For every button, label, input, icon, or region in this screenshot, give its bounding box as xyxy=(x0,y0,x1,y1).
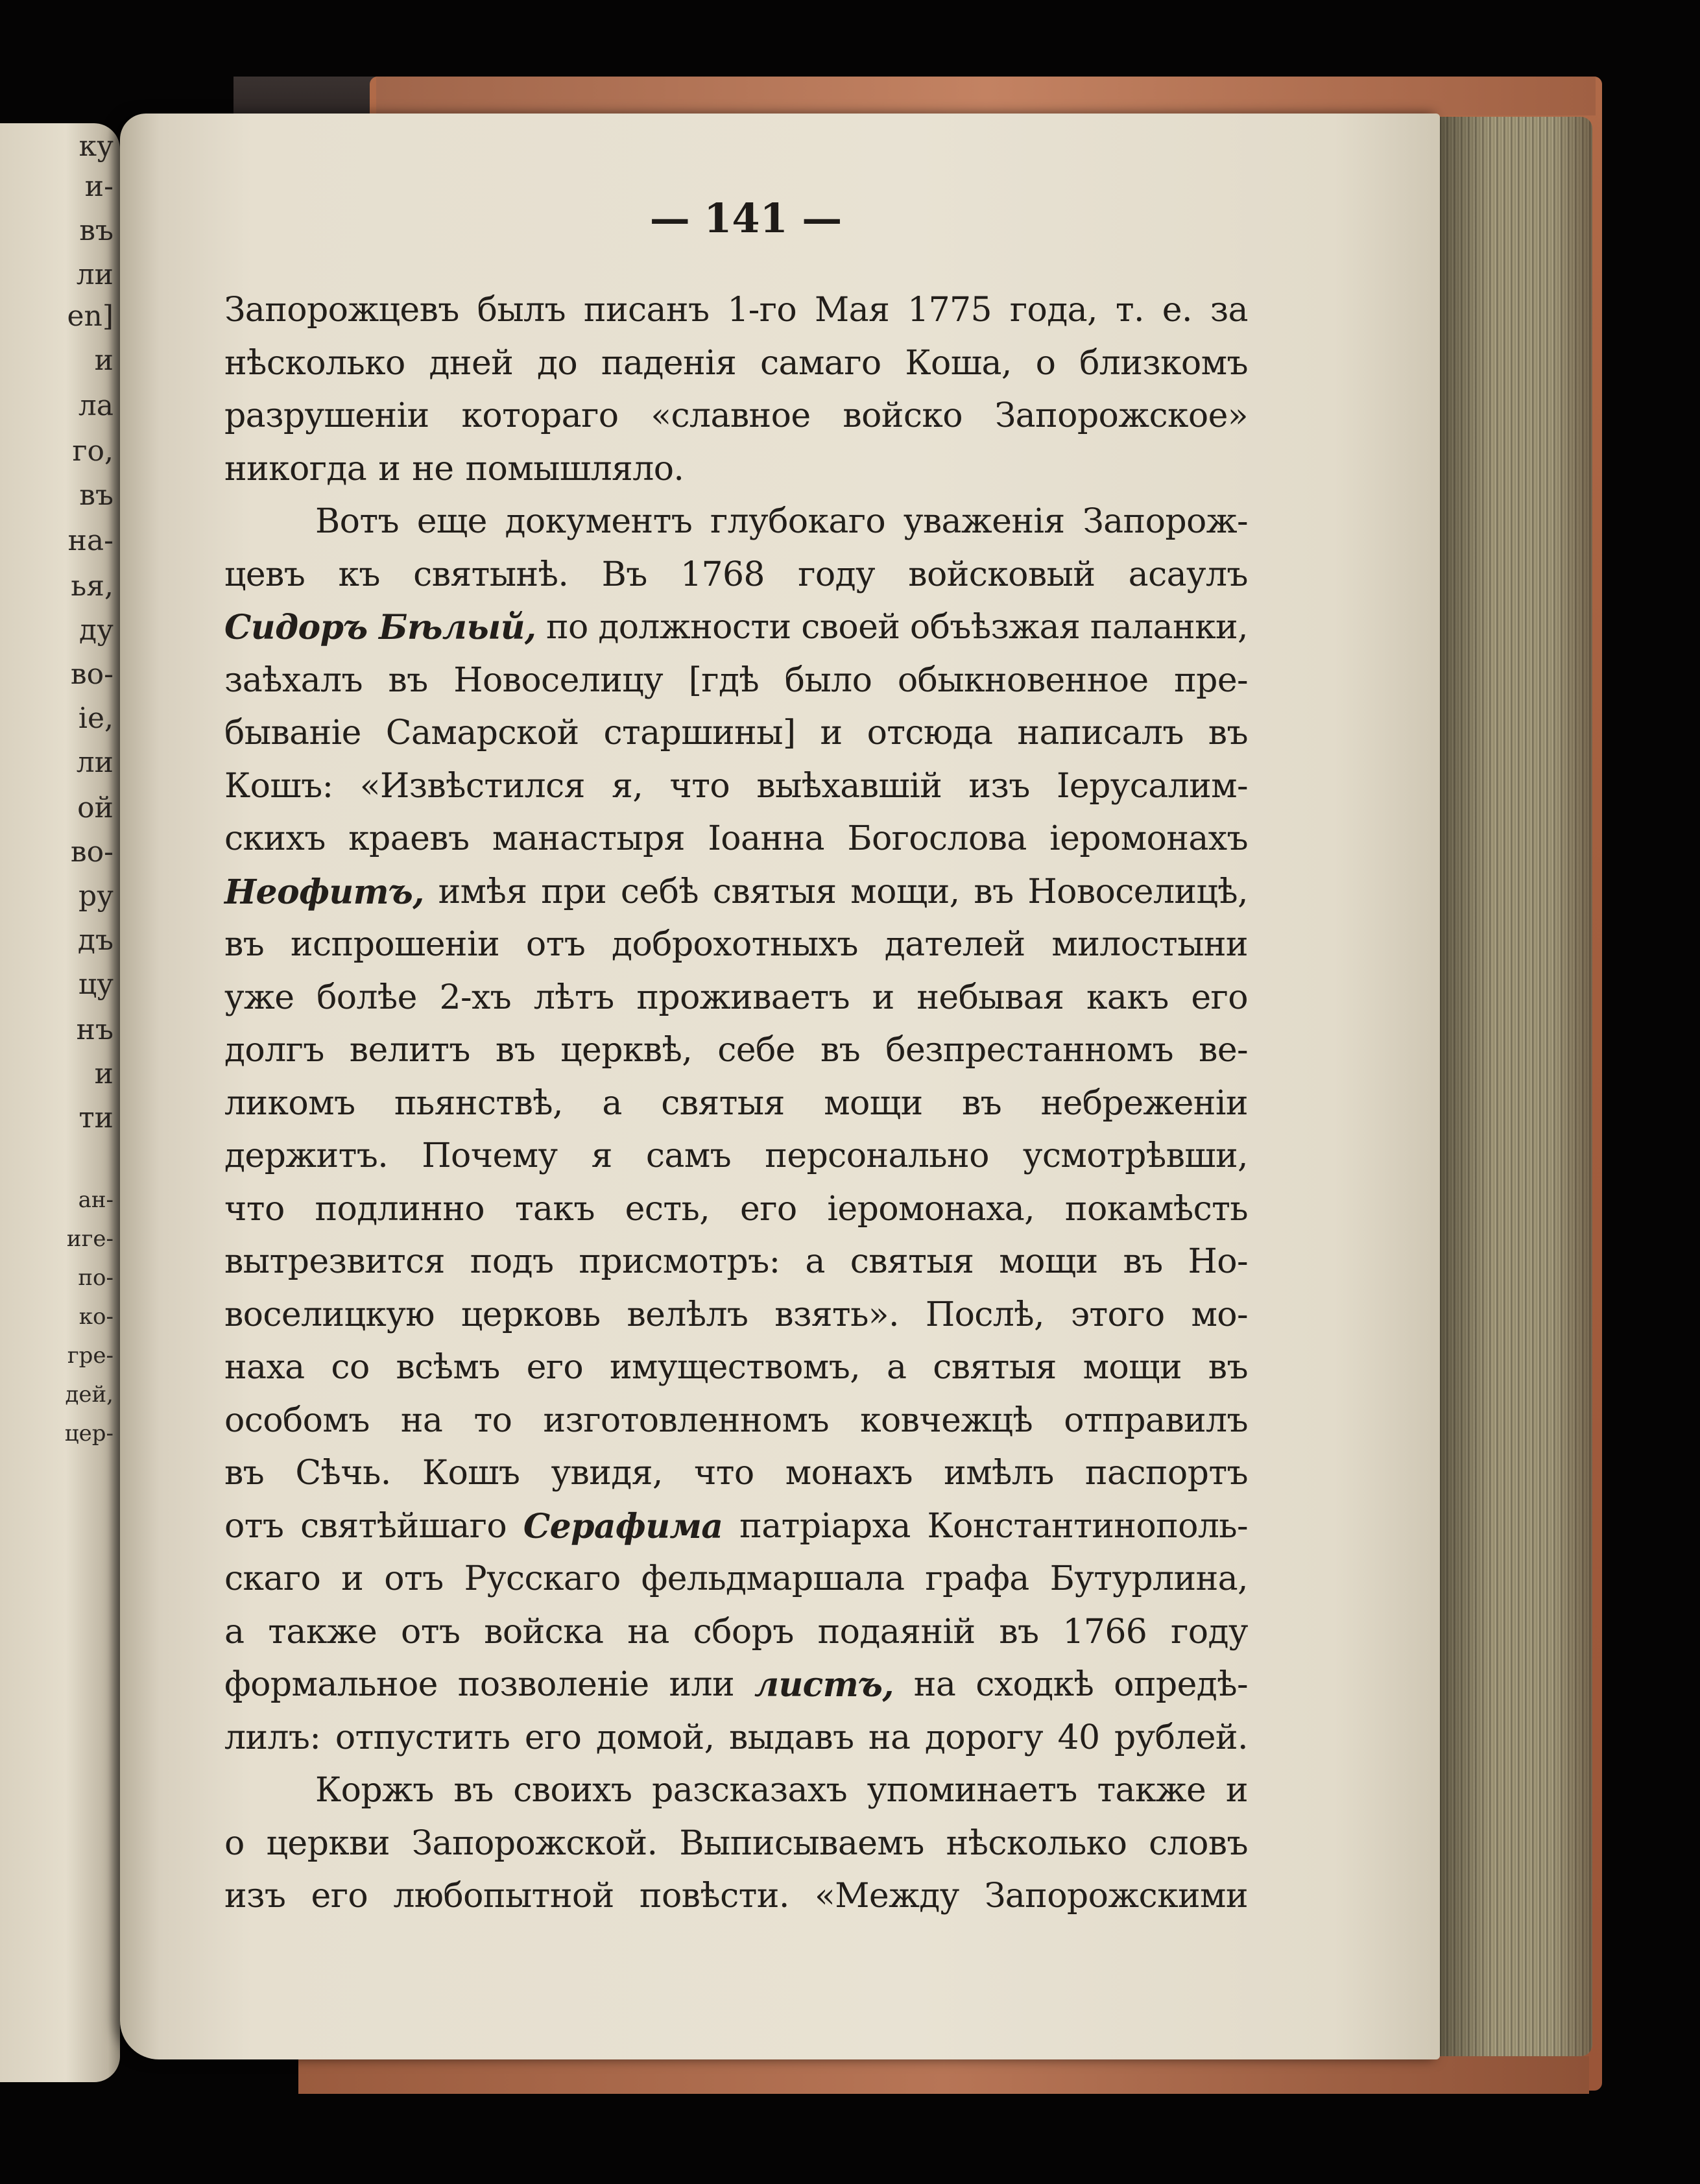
word: долгъ xyxy=(224,1031,324,1070)
text-line xyxy=(224,1712,1248,1765)
word: еще xyxy=(416,502,487,541)
word: отъ xyxy=(384,1559,444,1598)
word: святыя xyxy=(850,1242,974,1281)
left-page-fragment: дей, xyxy=(65,1382,114,1408)
text-line xyxy=(224,1024,1248,1077)
left-page-fragment: на- xyxy=(67,524,114,557)
text-line xyxy=(224,707,1248,760)
word: велитъ xyxy=(349,1031,470,1070)
word: [гдѣ xyxy=(688,660,760,700)
word: 1775 xyxy=(907,291,992,330)
word: мощи xyxy=(824,1083,923,1123)
word: должности xyxy=(598,608,791,647)
word: испрошеніи xyxy=(290,925,500,964)
left-page-fragment: ко- xyxy=(78,1304,114,1330)
word: изъ xyxy=(224,1877,286,1915)
word: своихъ xyxy=(513,1771,632,1810)
word: церкви xyxy=(266,1823,390,1863)
word: со xyxy=(331,1348,370,1387)
text-line xyxy=(224,1764,1248,1818)
word: старшины] xyxy=(603,714,796,752)
word: войска xyxy=(484,1612,604,1651)
left-page-fragment: по- xyxy=(78,1265,114,1291)
word: ликомъ xyxy=(224,1083,355,1123)
word: изъ xyxy=(968,766,1030,806)
word: котораго xyxy=(461,396,619,435)
word: Запорожское» xyxy=(994,396,1248,435)
word: покамѣсть xyxy=(1064,1189,1248,1229)
word: я, xyxy=(612,766,643,806)
word: Новоселицу xyxy=(453,660,664,700)
word: самаго xyxy=(760,343,881,383)
word: на xyxy=(913,1665,956,1704)
word: отсюда xyxy=(867,714,993,752)
word: въ xyxy=(388,660,428,700)
word: мо- xyxy=(1191,1295,1248,1334)
word: помышляло. xyxy=(465,449,684,488)
left-page-fragment: ли xyxy=(76,746,114,779)
left-page-fragment: во- xyxy=(70,658,114,691)
word: святынѣ. xyxy=(413,555,569,594)
left-page-fragment: цу xyxy=(78,968,114,1001)
word: сборъ xyxy=(693,1612,794,1651)
word: отъ xyxy=(525,925,586,964)
word: 2-хъ xyxy=(439,978,512,1017)
word: мощи xyxy=(999,1242,1098,1281)
text-line xyxy=(224,390,1248,443)
word: выѣхавшій xyxy=(756,766,942,806)
word: документъ xyxy=(505,502,693,541)
word: на xyxy=(627,1612,669,1651)
text-line xyxy=(224,1606,1248,1659)
word: святыя xyxy=(661,1083,785,1123)
word: изготовленномъ xyxy=(543,1400,829,1440)
word: о xyxy=(224,1823,245,1863)
word: 1766 xyxy=(1062,1612,1147,1651)
word: за xyxy=(1210,291,1248,330)
word: написалъ xyxy=(1017,714,1184,752)
word: что xyxy=(669,766,730,806)
word: Серафима xyxy=(523,1506,723,1546)
word: глубокаго xyxy=(710,502,886,541)
word: а xyxy=(805,1242,825,1281)
word: такъ xyxy=(514,1189,595,1229)
left-page-fragment: ой xyxy=(77,791,114,824)
word: святѣйшаго xyxy=(300,1506,507,1546)
left-page-fragment: ли xyxy=(76,258,114,291)
word: самъ xyxy=(645,1136,732,1175)
word: въ xyxy=(1208,1348,1248,1387)
word: Кошъ: xyxy=(224,766,333,806)
word: въ xyxy=(1123,1242,1163,1281)
word: ве- xyxy=(1199,1031,1248,1070)
word: объѣзжая xyxy=(909,608,1081,647)
word: имуществомъ, xyxy=(609,1348,861,1387)
word: имѣя xyxy=(438,872,527,911)
word: «Извѣстился xyxy=(359,766,585,806)
word: въ xyxy=(453,1771,494,1810)
word: или xyxy=(669,1665,735,1704)
left-page-fragment: ку xyxy=(78,130,114,163)
word: ковчежцѣ xyxy=(860,1400,1033,1440)
word: Богослова xyxy=(847,819,1027,858)
word: Русскаго xyxy=(464,1559,621,1598)
word: году xyxy=(1171,1612,1248,1651)
word: «Между xyxy=(815,1877,959,1915)
text-line xyxy=(224,1077,1248,1131)
word: доброхотныхъ xyxy=(612,925,858,964)
word: Константинополь- xyxy=(927,1506,1248,1546)
word: держитъ. xyxy=(224,1136,389,1175)
word: асаулъ xyxy=(1128,555,1248,594)
text-line xyxy=(224,1553,1248,1606)
word: и xyxy=(872,978,894,1017)
word: небывая xyxy=(916,978,1064,1017)
text-line xyxy=(224,866,1248,919)
word: также xyxy=(1097,1771,1206,1810)
word: пьянствѣ, xyxy=(394,1083,563,1123)
word: Самарской xyxy=(385,714,579,752)
word: «славное xyxy=(651,396,811,435)
word: вытрезвится xyxy=(224,1242,445,1281)
text-line xyxy=(224,549,1248,602)
word: а xyxy=(224,1612,245,1651)
word: велѣлъ xyxy=(627,1295,748,1334)
word: и xyxy=(378,449,401,488)
left-page-fragment: en] xyxy=(67,300,114,333)
word: дорогу xyxy=(924,1718,1044,1757)
word: нѣсколько xyxy=(946,1823,1127,1863)
word: наха xyxy=(224,1348,305,1387)
word: упоминаетъ xyxy=(867,1771,1077,1810)
left-page-fragment: цер- xyxy=(64,1421,114,1446)
word: отправилъ xyxy=(1064,1400,1248,1440)
text-line xyxy=(224,1818,1248,1871)
word: графа xyxy=(925,1559,1029,1598)
word: іеромонахъ xyxy=(1049,819,1248,858)
left-page-fragment: ду xyxy=(79,614,114,647)
word: своей xyxy=(801,608,900,647)
word: въ xyxy=(999,1612,1039,1651)
text-line xyxy=(224,337,1248,390)
word: въ xyxy=(224,925,265,964)
word: персонально xyxy=(765,1136,989,1175)
word: Запорожской. xyxy=(411,1823,658,1863)
word: войско xyxy=(843,396,963,435)
word: до xyxy=(536,343,578,383)
word: при xyxy=(541,872,607,911)
left-page-text-fragments xyxy=(0,123,114,2069)
word: Въ xyxy=(601,555,647,594)
word: болѣе xyxy=(317,978,417,1017)
text-line xyxy=(224,972,1248,1025)
word: Кошъ xyxy=(422,1454,520,1493)
body-text xyxy=(224,284,1248,1923)
word: проживаетъ xyxy=(636,978,850,1017)
text-line xyxy=(224,1395,1248,1448)
text-line xyxy=(224,1870,1248,1923)
word: Неофитъ, xyxy=(224,872,424,912)
word: разсказахъ xyxy=(652,1771,848,1810)
word: Запорожцевъ xyxy=(224,291,459,330)
left-page-fragment: го, xyxy=(72,435,114,468)
word: манастыря xyxy=(492,819,685,858)
word: пре- xyxy=(1174,660,1248,700)
word: е. xyxy=(1162,291,1192,330)
word: т. xyxy=(1115,291,1144,330)
word: никогда xyxy=(224,449,367,488)
word: себѣ xyxy=(620,872,699,911)
word: скихъ xyxy=(224,819,326,858)
text-line xyxy=(224,1130,1248,1183)
word: и xyxy=(341,1559,364,1598)
page-number: — 141 — xyxy=(649,195,843,242)
word: что xyxy=(693,1454,754,1493)
word: имѣлъ xyxy=(944,1454,1054,1493)
left-page-fragment: нъ xyxy=(76,1013,114,1046)
word: не xyxy=(412,449,454,488)
word: подъ xyxy=(470,1242,554,1281)
word: подаяній xyxy=(817,1612,976,1651)
word: по xyxy=(545,608,588,647)
word: въ xyxy=(974,872,1014,911)
word: Но- xyxy=(1188,1242,1248,1281)
word: особомъ xyxy=(224,1400,370,1440)
word: Запорож- xyxy=(1083,502,1248,541)
word: церквѣ, xyxy=(560,1031,693,1070)
word: іеромонаха, xyxy=(827,1189,1035,1229)
left-page-fragment: и xyxy=(94,1057,114,1090)
text-line xyxy=(224,1659,1248,1712)
text-line xyxy=(224,1183,1248,1236)
left-page-fragment: дъ xyxy=(77,924,114,957)
word: о xyxy=(1035,343,1056,383)
word: Послѣ, xyxy=(925,1295,1044,1334)
left-page-fragment: ан- xyxy=(78,1187,114,1213)
word: также xyxy=(268,1612,377,1651)
word: Новоселицѣ, xyxy=(1027,872,1248,911)
word: фельдмаршала xyxy=(641,1559,905,1598)
word: святыя xyxy=(933,1348,1057,1387)
word: 40 xyxy=(1057,1718,1100,1757)
word: мощи xyxy=(1083,1348,1182,1387)
book-cover-top-edge xyxy=(376,77,1596,115)
text-line xyxy=(224,654,1248,708)
word: всѣмъ xyxy=(396,1348,500,1387)
text-line xyxy=(224,1236,1248,1289)
word: заѣхалъ xyxy=(224,660,363,700)
word: его xyxy=(526,1348,584,1387)
word: увидя, xyxy=(551,1454,663,1493)
word: Запорожскими xyxy=(984,1877,1248,1915)
word: усмотрѣвши, xyxy=(1022,1136,1248,1175)
text-line xyxy=(224,1500,1248,1554)
word: 1768 xyxy=(680,555,765,594)
word: въ xyxy=(1208,714,1248,752)
left-page-fragment: ья, xyxy=(71,570,114,603)
word: милостыни xyxy=(1051,925,1248,964)
word: на xyxy=(400,1400,443,1440)
word: любопытной xyxy=(393,1877,614,1915)
word: и xyxy=(1225,1771,1248,1810)
word: что xyxy=(224,1189,285,1229)
left-page-fragment: во- xyxy=(70,835,114,869)
word: года, xyxy=(1009,291,1097,330)
word: позволеніе xyxy=(457,1665,649,1704)
text-line xyxy=(224,813,1248,866)
word: въ xyxy=(224,1454,265,1493)
text-line xyxy=(224,918,1248,972)
word: писанъ xyxy=(583,291,710,330)
word: отъ xyxy=(224,1506,284,1546)
word: домой, xyxy=(595,1718,715,1757)
word: сходкѣ xyxy=(976,1665,1094,1704)
word: Выписываемъ xyxy=(679,1823,924,1863)
word: Вотъ xyxy=(315,502,399,541)
word: Сидоръ Бѣлый, xyxy=(224,608,536,647)
left-page-fragment: и xyxy=(94,344,114,377)
word: присмотръ: xyxy=(579,1242,780,1281)
word: а xyxy=(602,1083,622,1123)
word: себе xyxy=(717,1031,795,1070)
word: Коша, xyxy=(905,343,1012,383)
word: дней xyxy=(429,343,514,383)
word: паденія xyxy=(601,343,737,383)
word: на xyxy=(868,1718,911,1757)
word: его xyxy=(524,1718,582,1757)
word: взять». xyxy=(774,1295,899,1334)
word: нѣсколько xyxy=(224,343,405,383)
word: словъ xyxy=(1149,1823,1248,1863)
word: лилъ: xyxy=(224,1718,321,1757)
word: отъ xyxy=(400,1612,461,1651)
word: отпустить xyxy=(335,1718,510,1757)
word: повѣсти. xyxy=(639,1877,789,1915)
text-line xyxy=(224,1341,1248,1395)
word: формальное xyxy=(224,1665,438,1704)
word: цевъ xyxy=(224,555,305,594)
word: небреженіи xyxy=(1040,1083,1248,1123)
word: къ xyxy=(338,555,380,594)
word: его xyxy=(1191,978,1248,1017)
word: краевъ xyxy=(348,819,470,858)
text-line xyxy=(224,443,1248,496)
word: уваженія xyxy=(903,502,1065,541)
left-page-fragment: въ xyxy=(79,214,114,247)
word: войсковый xyxy=(908,555,1095,594)
left-page-fragment: гре- xyxy=(67,1343,114,1369)
word: обыкновенное xyxy=(897,660,1149,700)
text-line xyxy=(224,1289,1248,1342)
word: Коржъ xyxy=(315,1771,434,1810)
word: монахъ xyxy=(785,1454,913,1493)
word: выдавъ xyxy=(728,1718,854,1757)
word: Мая xyxy=(814,291,890,330)
word: его xyxy=(740,1189,797,1229)
word: уже xyxy=(224,978,294,1017)
word: его xyxy=(311,1877,368,1915)
word: въ xyxy=(495,1031,536,1070)
text-line xyxy=(224,496,1248,549)
text-line xyxy=(224,284,1248,337)
word: бываніе xyxy=(224,714,361,752)
word: есть, xyxy=(625,1189,710,1229)
word: я xyxy=(591,1136,612,1175)
left-page-fragment: ти xyxy=(78,1101,114,1134)
word: былъ xyxy=(477,291,566,330)
word: въ xyxy=(820,1031,861,1070)
word: и xyxy=(820,714,843,752)
left-page-fragment: ла xyxy=(78,389,114,422)
word: святыя xyxy=(712,872,837,911)
word: лѣтъ xyxy=(533,978,614,1017)
text-line xyxy=(224,1447,1248,1500)
word: Іоанна xyxy=(708,819,824,858)
word: Сѣчь. xyxy=(295,1454,391,1493)
left-page-fragment: ie, xyxy=(78,702,114,735)
word: патріарха xyxy=(739,1506,911,1546)
page-fore-edge-shade xyxy=(1437,117,1592,2056)
word: разрушеніи xyxy=(224,396,429,435)
word: церковь xyxy=(461,1295,601,1334)
word: дателей xyxy=(884,925,1025,964)
word: а xyxy=(886,1348,907,1387)
word: скаго xyxy=(224,1559,321,1598)
word: Почему xyxy=(422,1136,558,1175)
word: какъ xyxy=(1086,978,1169,1017)
word: мощи, xyxy=(850,872,960,911)
word: опредѣ- xyxy=(1114,1665,1248,1704)
word: году xyxy=(798,555,875,594)
word: близкомъ xyxy=(1079,343,1248,383)
word: паспортъ xyxy=(1084,1454,1248,1493)
text-line xyxy=(224,601,1248,654)
word: то xyxy=(473,1400,512,1440)
left-page-fragment: ру xyxy=(78,880,114,913)
left-page-fragment: иге- xyxy=(66,1226,114,1252)
word: рублей. xyxy=(1114,1718,1248,1757)
text-line xyxy=(224,760,1248,813)
word: листъ, xyxy=(754,1665,894,1705)
word: 1-го xyxy=(727,291,797,330)
left-page-fragment: и- xyxy=(84,170,114,203)
word: безпрестанномъ xyxy=(885,1031,1174,1070)
word: этого xyxy=(1070,1295,1165,1334)
left-page-fragment: въ xyxy=(79,479,114,512)
word: Бутурлина, xyxy=(1049,1559,1248,1598)
word: въ xyxy=(961,1083,1002,1123)
word: Іерусалим- xyxy=(1056,766,1248,806)
book-cover-bottom-edge xyxy=(298,2056,1589,2094)
word: было xyxy=(784,660,872,700)
word: паланки, xyxy=(1090,608,1248,647)
word: подлинно xyxy=(315,1189,485,1229)
word: воселицкую xyxy=(224,1295,435,1334)
